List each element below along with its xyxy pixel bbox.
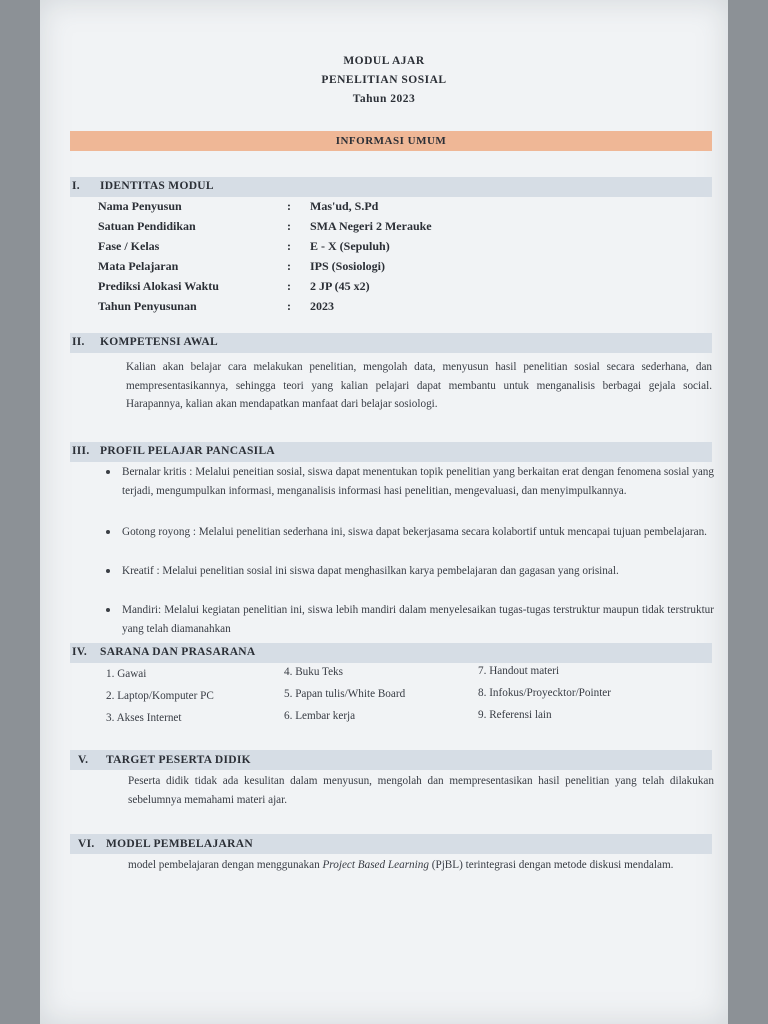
learning-model-emphasis: Project Based Learning	[322, 859, 429, 871]
section-number: VI.	[78, 838, 95, 850]
header-title: MODUL AJAR	[343, 55, 425, 67]
identity-label: Satuan Pendidikan	[98, 219, 196, 233]
identity-colon: :	[287, 199, 291, 213]
learning-model-text	[128, 856, 714, 875]
section-name: KOMPETENSI AWAL	[100, 336, 218, 348]
bullet-icon	[106, 569, 110, 573]
section-number: III.	[72, 445, 90, 457]
header-year: Tahun 2023	[352, 93, 416, 105]
general-info-banner: INFORMASI UMUM	[70, 131, 712, 151]
bullet-icon	[106, 530, 110, 534]
facility-item: 3. Akses Internet	[106, 712, 182, 724]
section-number: IV.	[72, 646, 88, 658]
identity-colon: :	[287, 219, 291, 233]
facility-item: 8. Infokus/Proyecktor/Pointer	[478, 687, 611, 699]
facility-item: 9. Referensi lain	[478, 709, 552, 721]
section-number: I.	[72, 180, 80, 192]
identity-label: Mata Pelajaran	[98, 259, 179, 273]
section-number: V.	[78, 754, 89, 766]
list-item-text: Gotong royong : Melalui penelitian sederhana ini, siswa dapat bekerjasama secara kolabortif untuk mencapai tujuan pembelajaran.	[122, 526, 707, 538]
identity-value: IPS (Sosiologi)	[310, 259, 386, 273]
identity-colon: :	[287, 299, 291, 313]
facility-item: 5. Papan tulis/White Board	[284, 688, 406, 700]
initial-competence-text: Kalian akan belajar cara melakukan penelitian, mengolah data, menyusun hasil penelitian sosial secara sederhana, dan mempresentasikannya, sehingga teori yang kalian pelajari dapat membantu untuk menganalisis berbagai gejala social. Harapannya, kalian akan mendapatkan manfaat dari belajar sosiologi.	[126, 361, 712, 410]
facility-item: 6. Lembar kerja	[284, 710, 356, 722]
facility-item: 4. Buku Teks	[284, 666, 343, 678]
section-name: SARANA DAN PRASARANA	[100, 646, 256, 658]
bullet-icon	[106, 470, 110, 474]
identity-label: Nama Penyusun	[98, 199, 182, 213]
facility-item: 7. Handout materi	[478, 665, 560, 677]
list-item-text: Mandiri: Melalui kegiatan penelitian ini, siswa lebih mandiri dalam menyelesaikan tugas-tugas terstruktur maupun tidak terstruktur yang telah diamanahkan	[122, 604, 714, 635]
identity-label: Tahun Penyusunan	[98, 299, 197, 313]
section-name: MODEL PEMBELAJARAN	[106, 838, 253, 850]
identity-value: SMA Negeri 2 Merauke	[310, 219, 432, 233]
target-students-text: Peserta didik tidak ada kesulitan dalam menyusun, mengolah dan mempresentasikan hasil penelitian yang telah dilakukan sebelumnya memahami materi ajar.	[128, 775, 714, 806]
section-number: II.	[72, 336, 85, 348]
learning-model-text-part: (PjBL) terintegrasi dengan metode diskusi mendalam.	[428, 859, 674, 871]
section-name: IDENTITAS MODUL	[100, 180, 214, 192]
identity-label: Fase / Kelas	[98, 239, 160, 253]
document-header	[40, 52, 728, 109]
section-name: TARGET PESERTA DIDIK	[106, 754, 251, 766]
identity-value: 2 JP (45 x2)	[310, 279, 370, 293]
identity-colon: :	[287, 259, 291, 273]
identity-value: Mas'ud, S.Pd	[310, 199, 379, 213]
identity-label: Prediksi Alokasi Waktu	[98, 279, 219, 293]
identity-value: 2023	[310, 299, 334, 313]
identity-colon: :	[287, 239, 291, 253]
identity-colon: :	[287, 279, 291, 293]
section-name: PROFIL PELAJAR PANCASILA	[100, 445, 276, 457]
bullet-icon	[106, 608, 110, 612]
list-item-text: Kreatif : Melalui penelitian sosial ini siswa dapat menghasilkan karya pembelajaran dan gagasan yang orisinal.	[122, 565, 619, 577]
document-page	[40, 0, 728, 1024]
learning-model-text-part: model pembelajaran dengan menggunakan	[128, 859, 323, 871]
identity-value: E - X (Sepuluh)	[310, 239, 390, 253]
facility-item: 2. Laptop/Komputer PC	[106, 690, 214, 702]
header-subtitle: PENELITIAN SOSIAL	[321, 74, 447, 86]
list-item-text: Bernalar kritis : Melalui peneitian sosial, siswa dapat menentukan topik penelitian yang berkaitan erat dengan fenomena sosial yang terjadi, mengumpulkan informasi, menganalisis informasi hasi penelitian, mengevaluasi, dan menyimpulkannya.	[122, 466, 714, 497]
facility-item: 1. Gawai	[106, 668, 147, 680]
